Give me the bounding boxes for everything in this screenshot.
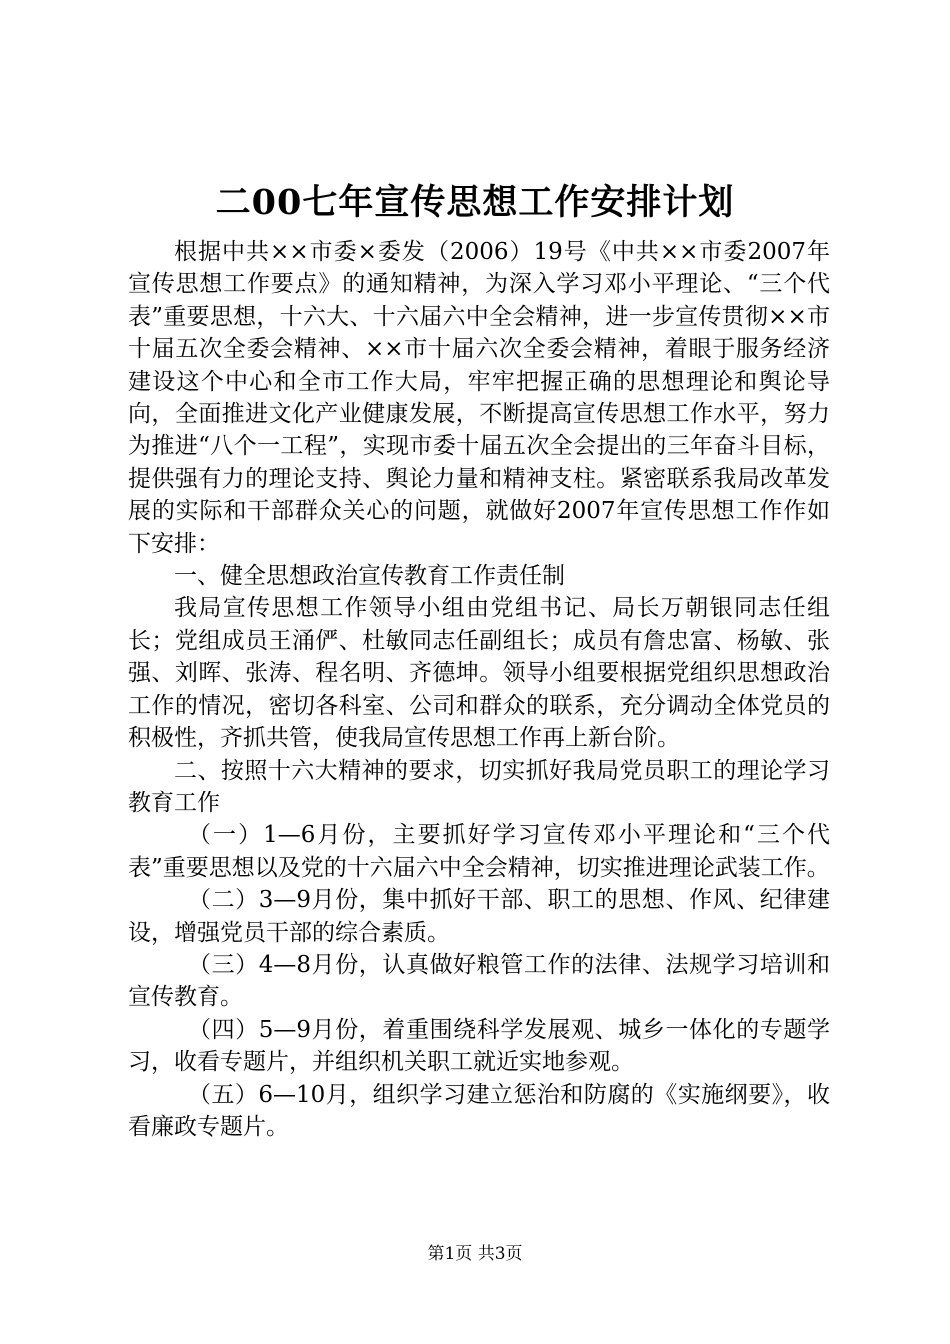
section-heading-1: 一、健全思想政治宣传教育工作责任制: [174, 563, 565, 590]
page-footer: 第1页 共3页: [427, 1244, 523, 1264]
intro-paragraph: 根据中共××市委×委发（2006）19号《中共××市委2007年宣传思想工作要点》的通知精神，为深入学习邓小平理论、“三个代表”重要思想，十六大、十六届六中全会精神，进一步宣传贯彻××市十届五次全委会精神、××市十届六次全委会精神，着眼于服务经济建设这个中心和全市工作大局，牢牢把握正确的思想理论和舆论导向，全面推进文化产业健康发展，不断提高宣传思想工作水平，努力为推进“八个一工程”，实现市委十届五次全会提出的三年奋斗目标，提供强有力的理论支持、舆论力量和精神支柱。紧密联系我局改革发展的实际和干部群众关心的问题，就做好2007年宣传思想工作作如下安排：: [128, 239, 830, 557]
list-item-2: （二）3—9月份，集中抓好干部、职工的思想、作风、纪律建设，增强党员干部的综合素质。: [128, 887, 830, 946]
document-body: [128, 236, 830, 1143]
list-item-4: （四）5—9月份，着重围绕科学发展观、城乡一体化的专题学习，收看专题片，并组织机关职工就近实地参观。: [128, 1016, 830, 1076]
list-item-3: （三）4—8月份，认真做好粮管工作的法律、法规学习培训和宣传教育。: [128, 951, 830, 1011]
section-1-paragraph: 我局宣传思想工作领导小组由党组书记、局长万朝银同志任组长；党组成员王涌俨、杜敏同志任副组长；成员有詹忠富、杨敏、张强、刘晖、张涛、程名明、齐德坤。领导小组要根据党组织思想政治工作的情况，密切各科室、公司和群众的联系，充分调动全体党员的积极性，齐抓共管，使我局宣传思想工作再上新台阶。: [128, 595, 830, 752]
document-title: 二00七年宣传思想工作安排计划: [215, 182, 735, 223]
list-item-1: （一）1—6月份，主要抓好学习宣传邓小平理论和“三个代表”重要思想以及党的十六届六中全会精神，切实推进理论武装工作。: [128, 822, 830, 881]
section-heading-2: 二、按照十六大精神的要求，切实抓好我局党员职工的理论学习教育工作: [128, 757, 830, 816]
list-item-5: （五）6—10月，组织学习建立惩治和防腐的《实施纲要》，收看廉政专题片。: [128, 1081, 830, 1140]
